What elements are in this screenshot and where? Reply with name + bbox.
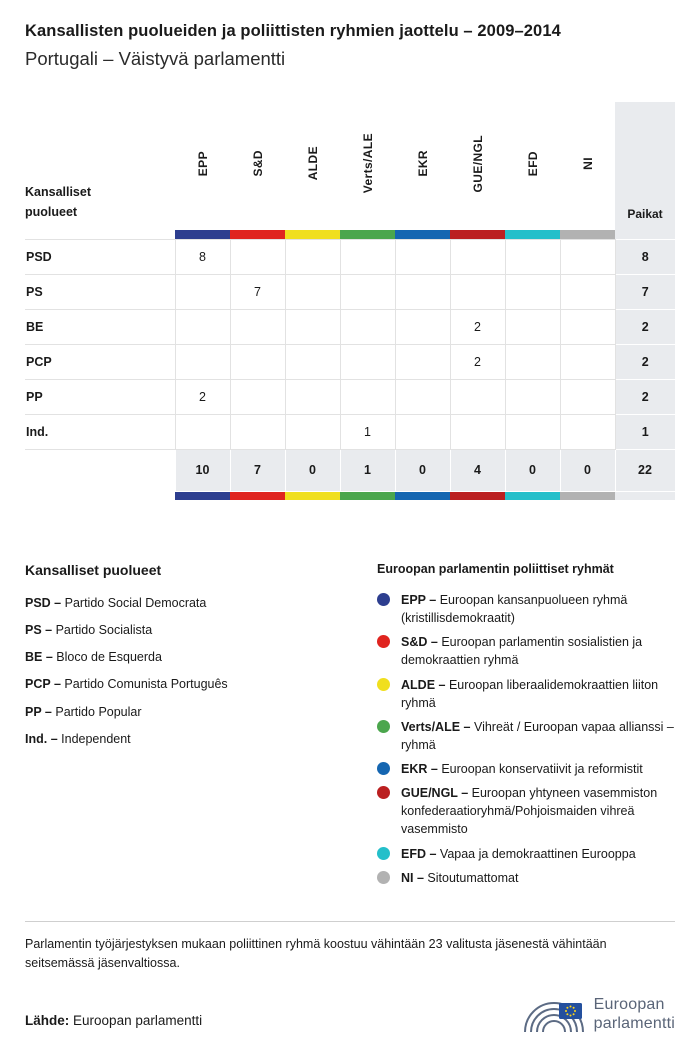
seats-value: 8: [615, 239, 675, 274]
epp-color-dot: [377, 593, 390, 606]
cell: [560, 379, 615, 414]
cell: [175, 309, 230, 344]
column-header-verts-ale: Verts/ALE: [360, 133, 375, 194]
cell: [560, 414, 615, 449]
source-text: Euroopan parlamentti: [73, 1013, 203, 1029]
total-cell: 0: [560, 449, 615, 491]
column-header-ni: NI: [580, 157, 595, 170]
legend-item: Verts/ALE – Vihreät / Euroopan vapaa allianssi – ryhmä: [377, 718, 675, 754]
cell: [285, 239, 340, 274]
cell: [175, 414, 230, 449]
color-bar-verts-ale: [340, 230, 395, 239]
table-row: [25, 274, 675, 309]
source-line: [25, 1013, 202, 1038]
color-bar-efd: [505, 230, 560, 239]
cell: [395, 379, 450, 414]
cell: 7: [230, 274, 285, 309]
source-label: Lähde:: [25, 1013, 70, 1029]
legend-item: PP – Partido Popular: [25, 704, 142, 719]
color-bar-ni: [560, 491, 615, 500]
column-header-epp: EPP: [195, 150, 210, 177]
legend-item: BE – Bloco de Esquerda: [25, 650, 162, 665]
gue-ngl-color-dot: [377, 786, 390, 799]
cell: [395, 414, 450, 449]
cell: [340, 239, 395, 274]
group-color-bar-row: [25, 230, 675, 239]
row-dimension-header: [25, 102, 175, 230]
seats-value: 7: [615, 274, 675, 309]
verts-ale-color-dot: [377, 720, 390, 733]
cell: [285, 379, 340, 414]
color-bar-efd: [505, 491, 560, 500]
cell: [175, 344, 230, 379]
cell: [340, 309, 395, 344]
total-seats: 22: [615, 449, 675, 491]
totals-row: [25, 449, 675, 491]
page-footer: [25, 990, 675, 1050]
ep-hemicycle-icon: [521, 990, 585, 1038]
cell: [450, 274, 505, 309]
color-bar-verts-ale: [340, 491, 395, 500]
cell: [340, 274, 395, 309]
national-parties-legend-title: Kansalliset puolueet: [25, 562, 162, 578]
cell: [505, 414, 560, 449]
table-row: [25, 239, 675, 274]
legend-item: Ind. – Independent: [25, 731, 131, 746]
cell: [560, 309, 615, 344]
cell: [285, 309, 340, 344]
cell: 2: [175, 379, 230, 414]
cell: [505, 379, 560, 414]
distribution-table: [25, 102, 676, 500]
efd-color-dot: [377, 847, 390, 860]
cell: [395, 239, 450, 274]
ekr-color-dot: [377, 762, 390, 775]
spacer-cell: [25, 230, 175, 239]
color-bar-ekr: [395, 491, 450, 500]
ep-logo-text: Euroopan parlamentti: [593, 995, 675, 1033]
cell: [505, 274, 560, 309]
party-name: PP: [25, 379, 175, 414]
seats-value: 2: [615, 379, 675, 414]
legend-item: EKR – Euroopan konservatiivit ja reformistit: [377, 760, 675, 778]
legend-item: EFD – Vapaa ja demokraattinen Eurooppa: [377, 845, 675, 863]
party-name: PS: [25, 274, 175, 309]
legend-item: EPP – Euroopan kansanpuolueen ryhmä (kristillisdemokraatit): [377, 591, 675, 627]
total-cell: 1: [340, 449, 395, 491]
legend-item: PS – Partido Socialista: [25, 623, 153, 638]
color-bar-sd: [230, 230, 285, 239]
page-title: Kansallisten puolueiden ja poliittisten ryhmien jaottelu – 2009–2014: [25, 22, 561, 40]
total-cell: 0: [285, 449, 340, 491]
legend-item: NI – Sitoutumattomat: [377, 869, 675, 887]
legends: [25, 562, 675, 893]
group-color-bar-row-bottom: [25, 491, 675, 500]
legend-item: ALDE – Euroopan liberaalidemokraattien liiton ryhmä: [377, 676, 675, 712]
legend-item: PCP – Partido Comunista Português: [25, 677, 228, 692]
table-row: [25, 309, 675, 344]
cell: [560, 239, 615, 274]
political-groups-legend-title: Euroopan parlamentin poliittiset ryhmät: [377, 562, 614, 576]
seats-column-fill: [615, 230, 675, 239]
seats-column-fill: [615, 491, 675, 500]
cell: [395, 309, 450, 344]
cell: 2: [450, 344, 505, 379]
page-subtitle: Portugali – Väistyvä parlamentti: [25, 48, 286, 69]
cell: 1: [340, 414, 395, 449]
total-cell: 0: [505, 449, 560, 491]
cell: [505, 309, 560, 344]
column-header-alde: ALDE: [305, 146, 320, 181]
seats-value: 1: [615, 414, 675, 449]
cell: 8: [175, 239, 230, 274]
seats-value: 2: [615, 309, 675, 344]
party-name: BE: [25, 309, 175, 344]
color-bar-gue-ngl: [450, 491, 505, 500]
party-name: PSD: [25, 239, 175, 274]
cell: [450, 239, 505, 274]
cell: [285, 344, 340, 379]
alde-color-dot: [377, 678, 390, 691]
cell: [450, 414, 505, 449]
color-bar-alde: [285, 230, 340, 239]
cell: [230, 309, 285, 344]
footnote: Parlamentin työjärjestyksen mukaan poliittinen ryhmä koostuu vähintään 23 valitusta jäsenestä vähintään seitsemässä jäsenvaltiossa.: [25, 921, 675, 973]
table-row: [25, 414, 675, 449]
sd-color-dot: [377, 635, 390, 648]
cell: [175, 274, 230, 309]
cell: [560, 274, 615, 309]
column-header-ekr: EKR: [415, 150, 430, 177]
color-bar-ni: [560, 230, 615, 239]
spacer-cell: [25, 449, 175, 491]
seats-value: 2: [615, 344, 675, 379]
color-bar-epp: [175, 491, 230, 500]
cell: [560, 344, 615, 379]
cell: [230, 239, 285, 274]
legend-item: S&D – Euroopan parlamentin sosialistien ja demokraattien ryhmä: [377, 633, 675, 669]
column-header-sd: S&D: [250, 150, 265, 177]
cell: [340, 344, 395, 379]
table-row: [25, 379, 675, 414]
column-header-efd: EFD: [525, 150, 540, 177]
cell: [230, 379, 285, 414]
row-dimension-label: Kansalliset puolueet: [25, 185, 92, 219]
color-bar-sd: [230, 491, 285, 500]
table-row: [25, 344, 675, 379]
cell: [505, 344, 560, 379]
color-bar-alde: [285, 491, 340, 500]
cell: [505, 239, 560, 274]
table-header-row: [25, 102, 675, 230]
legend-item: GUE/NGL – Euroopan yhtyneen vasemmiston konfederaatioryhmä/Pohjoismaiden vihreä vasemmisto: [377, 784, 675, 838]
national-parties-legend: [25, 562, 377, 893]
cell: 2: [450, 309, 505, 344]
column-header-gue-ngl: GUE/NGL: [470, 134, 485, 193]
cell: [230, 344, 285, 379]
total-cell: 10: [175, 449, 230, 491]
total-cell: 0: [395, 449, 450, 491]
total-cell: 7: [230, 449, 285, 491]
political-groups-legend: [377, 562, 675, 893]
color-bar-ekr: [395, 230, 450, 239]
cell: [285, 414, 340, 449]
cell: [285, 274, 340, 309]
party-name: Ind.: [25, 414, 175, 449]
legend-item: PSD – Partido Social Democrata: [25, 596, 207, 610]
cell: [450, 379, 505, 414]
color-bar-gue-ngl: [450, 230, 505, 239]
cell: [340, 379, 395, 414]
color-bar-epp: [175, 230, 230, 239]
cell: [395, 344, 450, 379]
european-parliament-logo: [521, 990, 675, 1038]
total-cell: 4: [450, 449, 505, 491]
ni-color-dot: [377, 871, 390, 884]
party-name: PCP: [25, 344, 175, 379]
seats-column-header: Paikat: [615, 102, 675, 230]
cell: [230, 414, 285, 449]
cell: [395, 274, 450, 309]
spacer-cell: [25, 491, 175, 500]
